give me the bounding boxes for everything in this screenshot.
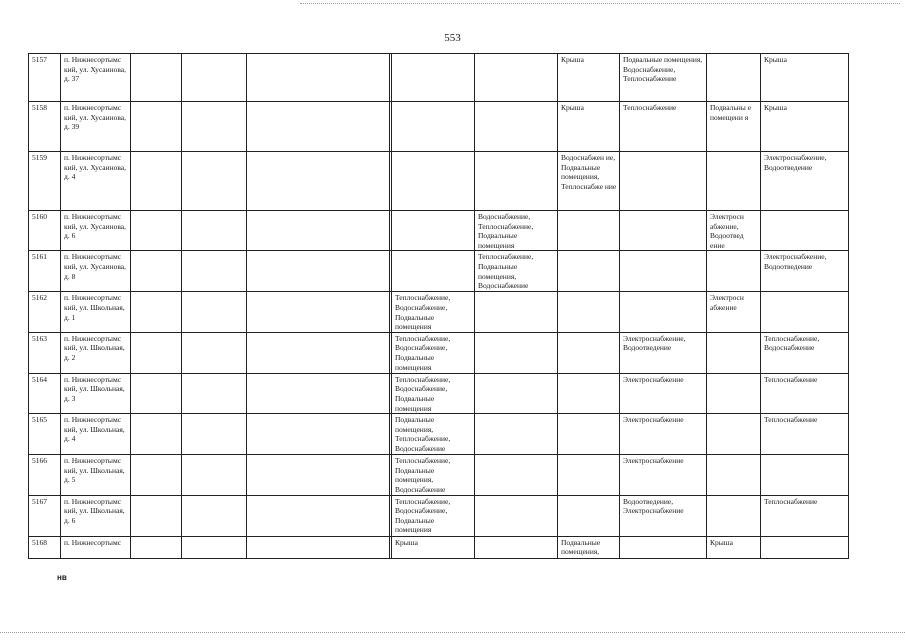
cell-col11	[761, 536, 849, 558]
cell-col4	[247, 495, 390, 536]
cell-col8	[558, 332, 620, 373]
cell-col4	[247, 373, 390, 413]
row-number: 5162	[29, 292, 61, 332]
cell-col9	[620, 536, 707, 558]
cell-col7: Водоснабжение, Теплоснабжение, Подвальные помещения	[475, 211, 558, 251]
row-number: 5165	[29, 414, 61, 455]
cell-col6: Теплоснабжение, Водоснабжение, Подвальные помещения	[392, 292, 475, 332]
cell-col3	[182, 536, 247, 558]
register-body	[29, 54, 849, 559]
cell-col6	[392, 211, 475, 251]
cell-col10	[707, 332, 761, 373]
cell-col2	[131, 373, 182, 413]
cell-col9: Теплоснабжение	[620, 102, 707, 152]
cell-col10	[707, 152, 761, 211]
cell-col8: Подвальные помещения,	[558, 536, 620, 558]
cell-col4	[247, 102, 390, 152]
cell-col2	[131, 292, 182, 332]
address-cell: п. Нижнесортымс кий, ул. Хусаинова, д. 8	[61, 251, 131, 292]
cell-col7	[475, 152, 558, 211]
cell-col6: Подвальные помещения, Теплоснабжение, Водоснабжение	[392, 414, 475, 455]
cell-col7	[475, 495, 558, 536]
row-number: 5163	[29, 332, 61, 373]
cell-col8	[558, 251, 620, 292]
cell-col2	[131, 211, 182, 251]
cell-col7	[475, 414, 558, 455]
row-number: 5157	[29, 54, 61, 102]
cell-col6: Теплоснабжение, Водоснабжение, Подвальные помещения	[392, 373, 475, 413]
cell-col4	[247, 455, 390, 495]
row-number: 5164	[29, 373, 61, 413]
cell-col7	[475, 536, 558, 558]
cell-col9: Электроснабжение, Водоотведение	[620, 332, 707, 373]
address-cell: п. Нижнесортымс кий, ул. Хусаинова, д. 37	[61, 54, 131, 102]
table-row	[29, 414, 849, 455]
cell-col2	[131, 414, 182, 455]
repair-register-table	[28, 53, 849, 559]
cell-col4	[247, 54, 390, 102]
cell-col7	[475, 455, 558, 495]
cell-col9	[620, 152, 707, 211]
cell-col6: Теплоснабжение, Водоснабжение, Подвальные помещения	[392, 332, 475, 373]
table-row	[29, 251, 849, 292]
cell-col6	[392, 54, 475, 102]
cell-col11: Крыша	[761, 102, 849, 152]
cell-col11: Теплоснабжение, Водоснабжение	[761, 332, 849, 373]
cell-col10	[707, 414, 761, 455]
cell-col3	[182, 455, 247, 495]
address-cell: п. Нижнесортымс кий, ул. Школьная, д. 3	[61, 373, 131, 413]
cell-col6	[392, 102, 475, 152]
address-cell: п. Нижнесортымс кий, ул. Школьная, д. 6	[61, 495, 131, 536]
cell-col8: Крыша	[558, 102, 620, 152]
table-row	[29, 373, 849, 413]
cell-col4	[247, 152, 390, 211]
cell-col11	[761, 211, 849, 251]
page-number: 553	[444, 32, 461, 44]
cell-col2	[131, 251, 182, 292]
address-cell: п. Нижнесортымс кий, ул. Школьная, д. 4	[61, 414, 131, 455]
cell-col3	[182, 414, 247, 455]
table-row	[29, 211, 849, 251]
cell-col7	[475, 54, 558, 102]
cell-col2	[131, 152, 182, 211]
row-number: 5161	[29, 251, 61, 292]
cell-col10	[707, 54, 761, 102]
cell-col2	[131, 455, 182, 495]
cell-col7: Теплоснабжение, Подвальные помещения, Водоснабжение	[475, 251, 558, 292]
address-cell: п. Нижнесортымс кий, ул. Школьная, д. 2	[61, 332, 131, 373]
row-number: 5167	[29, 495, 61, 536]
cell-col3	[182, 495, 247, 536]
cell-col11: Электроснабжение, Водоотведение	[761, 251, 849, 292]
cell-col8	[558, 373, 620, 413]
cell-col11	[761, 292, 849, 332]
table-row	[29, 455, 849, 495]
scan-artifact-top	[300, 3, 900, 4]
cell-col4	[247, 536, 390, 558]
row-number: 5158	[29, 102, 61, 152]
cell-col10	[707, 373, 761, 413]
cell-col6	[392, 251, 475, 292]
table-row	[29, 332, 849, 373]
cell-col9: Электроснабжение	[620, 414, 707, 455]
cell-col11: Теплоснабжение	[761, 495, 849, 536]
cell-col3	[182, 292, 247, 332]
cell-col9	[620, 251, 707, 292]
cell-col6: Крыша	[392, 536, 475, 558]
cell-col4	[247, 211, 390, 251]
cell-col11: Теплоснабжение	[761, 373, 849, 413]
cell-col8	[558, 455, 620, 495]
cell-col7	[475, 373, 558, 413]
cell-col10: Электросн абжение, Водоотвед ение	[707, 211, 761, 251]
table-row	[29, 54, 849, 102]
cell-col4	[247, 414, 390, 455]
cell-col11: Крыша	[761, 54, 849, 102]
cell-col8: Водоснабжен ие, Подвальные помещения, Теплоснабже ние	[558, 152, 620, 211]
cell-col2	[131, 54, 182, 102]
cell-col2	[131, 332, 182, 373]
address-cell: п. Нижнесортымс кий, ул. Хусаинова, д. 4	[61, 152, 131, 211]
table-row	[29, 152, 849, 211]
cell-col2	[131, 495, 182, 536]
cell-col10: Крыша	[707, 536, 761, 558]
cell-col9: Электроснабжение	[620, 373, 707, 413]
cell-col9	[620, 292, 707, 332]
cell-col8	[558, 292, 620, 332]
cell-col7	[475, 102, 558, 152]
cell-col11: Теплоснабжение	[761, 414, 849, 455]
cell-col4	[247, 251, 390, 292]
cell-col10: Подвальны е помещени я	[707, 102, 761, 152]
cell-col3	[182, 54, 247, 102]
cell-col3	[182, 332, 247, 373]
address-cell: п. Нижнесортымс кий, ул. Хусаинова, д. 39	[61, 102, 131, 152]
cell-col3	[182, 373, 247, 413]
cell-col8	[558, 211, 620, 251]
table-row	[29, 102, 849, 152]
cell-col10	[707, 455, 761, 495]
row-number: 5159	[29, 152, 61, 211]
address-cell: п. Нижнесортымс кий, ул. Хусаинова, д. 6	[61, 211, 131, 251]
cell-col3	[182, 251, 247, 292]
cell-col8: Крыша	[558, 54, 620, 102]
cell-col11	[761, 455, 849, 495]
address-cell: п. Нижнесортымс кий, ул. Школьная, д. 1	[61, 292, 131, 332]
cell-col8	[558, 414, 620, 455]
cell-col9: Электроснабжение	[620, 455, 707, 495]
address-cell: п. Нижнесортымс	[61, 536, 131, 558]
cell-col3	[182, 152, 247, 211]
cell-col2	[131, 536, 182, 558]
row-number: 5160	[29, 211, 61, 251]
cell-col9	[620, 211, 707, 251]
cell-col6	[392, 152, 475, 211]
scan-artifact-bottom	[0, 632, 905, 633]
cell-col3	[182, 102, 247, 152]
cell-col10	[707, 251, 761, 292]
footer-mark: нв	[57, 573, 67, 582]
cell-col8	[558, 495, 620, 536]
cell-col6: Теплоснабжение, Водоснабжение, Подвальные помещения	[392, 495, 475, 536]
cell-col7	[475, 332, 558, 373]
cell-col10	[707, 495, 761, 536]
address-cell: п. Нижнесортымс кий, ул. Школьная, д. 5	[61, 455, 131, 495]
row-number: 5166	[29, 455, 61, 495]
cell-col9: Подвальные помещения, Водоснабжение, Теплоснабжение	[620, 54, 707, 102]
cell-col11: Электроснабжение, Водоотведение	[761, 152, 849, 211]
cell-col4	[247, 292, 390, 332]
cell-col6: Теплоснабжение, Подвальные помещения, Водоснабжение	[392, 455, 475, 495]
cell-col7	[475, 292, 558, 332]
row-number: 5168	[29, 536, 61, 558]
cell-col3	[182, 211, 247, 251]
cell-col2	[131, 102, 182, 152]
cell-col4	[247, 332, 390, 373]
cell-col9: Водоотведение, Электроснабжение	[620, 495, 707, 536]
table-row	[29, 536, 849, 558]
cell-col10: Электросн абжение	[707, 292, 761, 332]
table-row	[29, 495, 849, 536]
table-row	[29, 292, 849, 332]
